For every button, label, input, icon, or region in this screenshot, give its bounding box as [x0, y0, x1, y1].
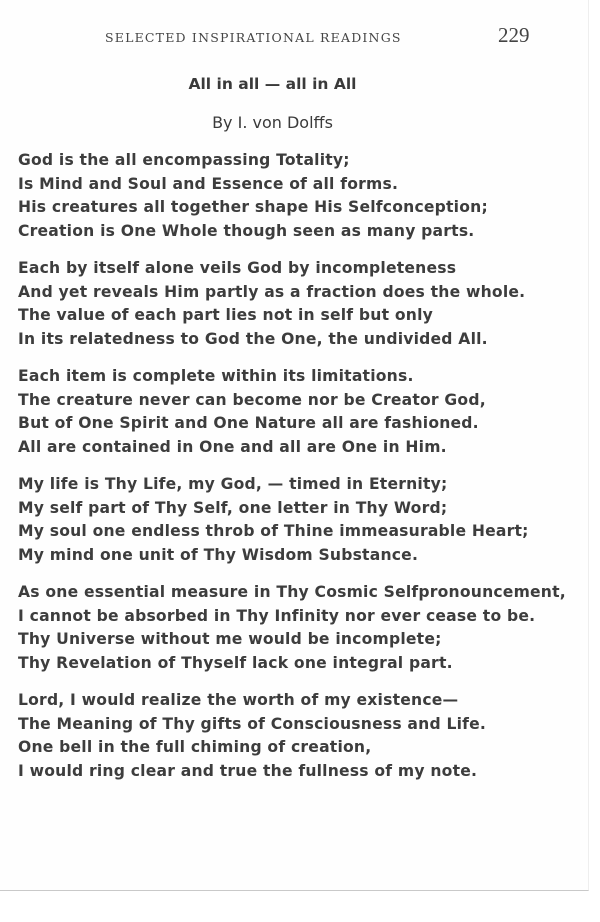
stanza: [18, 365, 588, 459]
stanza: [18, 689, 588, 783]
poem-line: I cannot be absorbed in Thy Infinity nor ever cease to be.: [18, 606, 536, 625]
poem-line: And yet reveals Him partly as a fraction does the whole.: [18, 282, 526, 301]
poem-line: All are contained in One and all are One in Him.: [18, 437, 447, 456]
poem-line: Each item is complete within its limitations.: [18, 367, 414, 385]
poem-line: One bell in the full chiming of creation,: [18, 738, 372, 756]
poem-body: [18, 149, 588, 797]
poem-line: As one essential measure in Thy Cosmic Selfpronouncement,: [18, 583, 566, 601]
running-header: SELECTED INSPIRATIONAL READINGS: [105, 30, 402, 45]
poem-line: My life is Thy Life, my God, — timed in Eternity;: [18, 475, 448, 493]
poem-line: The Meaning of Thy gifts of Consciousness and Life.: [18, 714, 487, 733]
poem-line: My mind one unit of Thy Wisdom Substance.: [18, 545, 419, 564]
poem-line: Thy Revelation of Thyself lack one integral part.: [18, 653, 453, 672]
poem-line: The value of each part lies not in self but only: [18, 306, 433, 324]
poem-line: Thy Universe without me would be incomplete;: [18, 630, 442, 648]
poem-line: Lord, I would realize the worth of my existence—: [18, 691, 459, 709]
stanza: [18, 149, 588, 243]
poem-line: The creature never can become nor be Creator God,: [18, 390, 486, 409]
stanza: [18, 473, 588, 567]
poem-line: His creatures all together shape His Selfconception;: [18, 198, 488, 216]
poem-line: In its relatedness to God the One, the undivided All.: [18, 329, 488, 348]
poem-line: My soul one endless throb of Thine immeasurable Heart;: [18, 522, 529, 540]
page-number: 229: [498, 23, 530, 47]
poem-title: All in all — all in All: [188, 75, 357, 93]
stanza: [18, 257, 588, 351]
poem-line: God is the all encompassing Totality;: [18, 151, 350, 169]
poem-line: Each by itself alone veils God by incompleteness: [18, 259, 457, 277]
poem-line: My self part of Thy Self, one letter in Thy Word;: [18, 498, 448, 517]
poem-line: Is Mind and Soul and Essence of all forms.: [18, 174, 399, 193]
poem-line: Creation is One Whole though seen as many parts.: [18, 221, 475, 240]
poem-line: But of One Spirit and One Nature all are fashioned.: [18, 414, 479, 432]
poem-byline: By I. von Dolffs: [212, 113, 333, 132]
stanza: [18, 581, 588, 675]
poem-line: I would ring clear and true the fullness of my note.: [18, 761, 478, 780]
